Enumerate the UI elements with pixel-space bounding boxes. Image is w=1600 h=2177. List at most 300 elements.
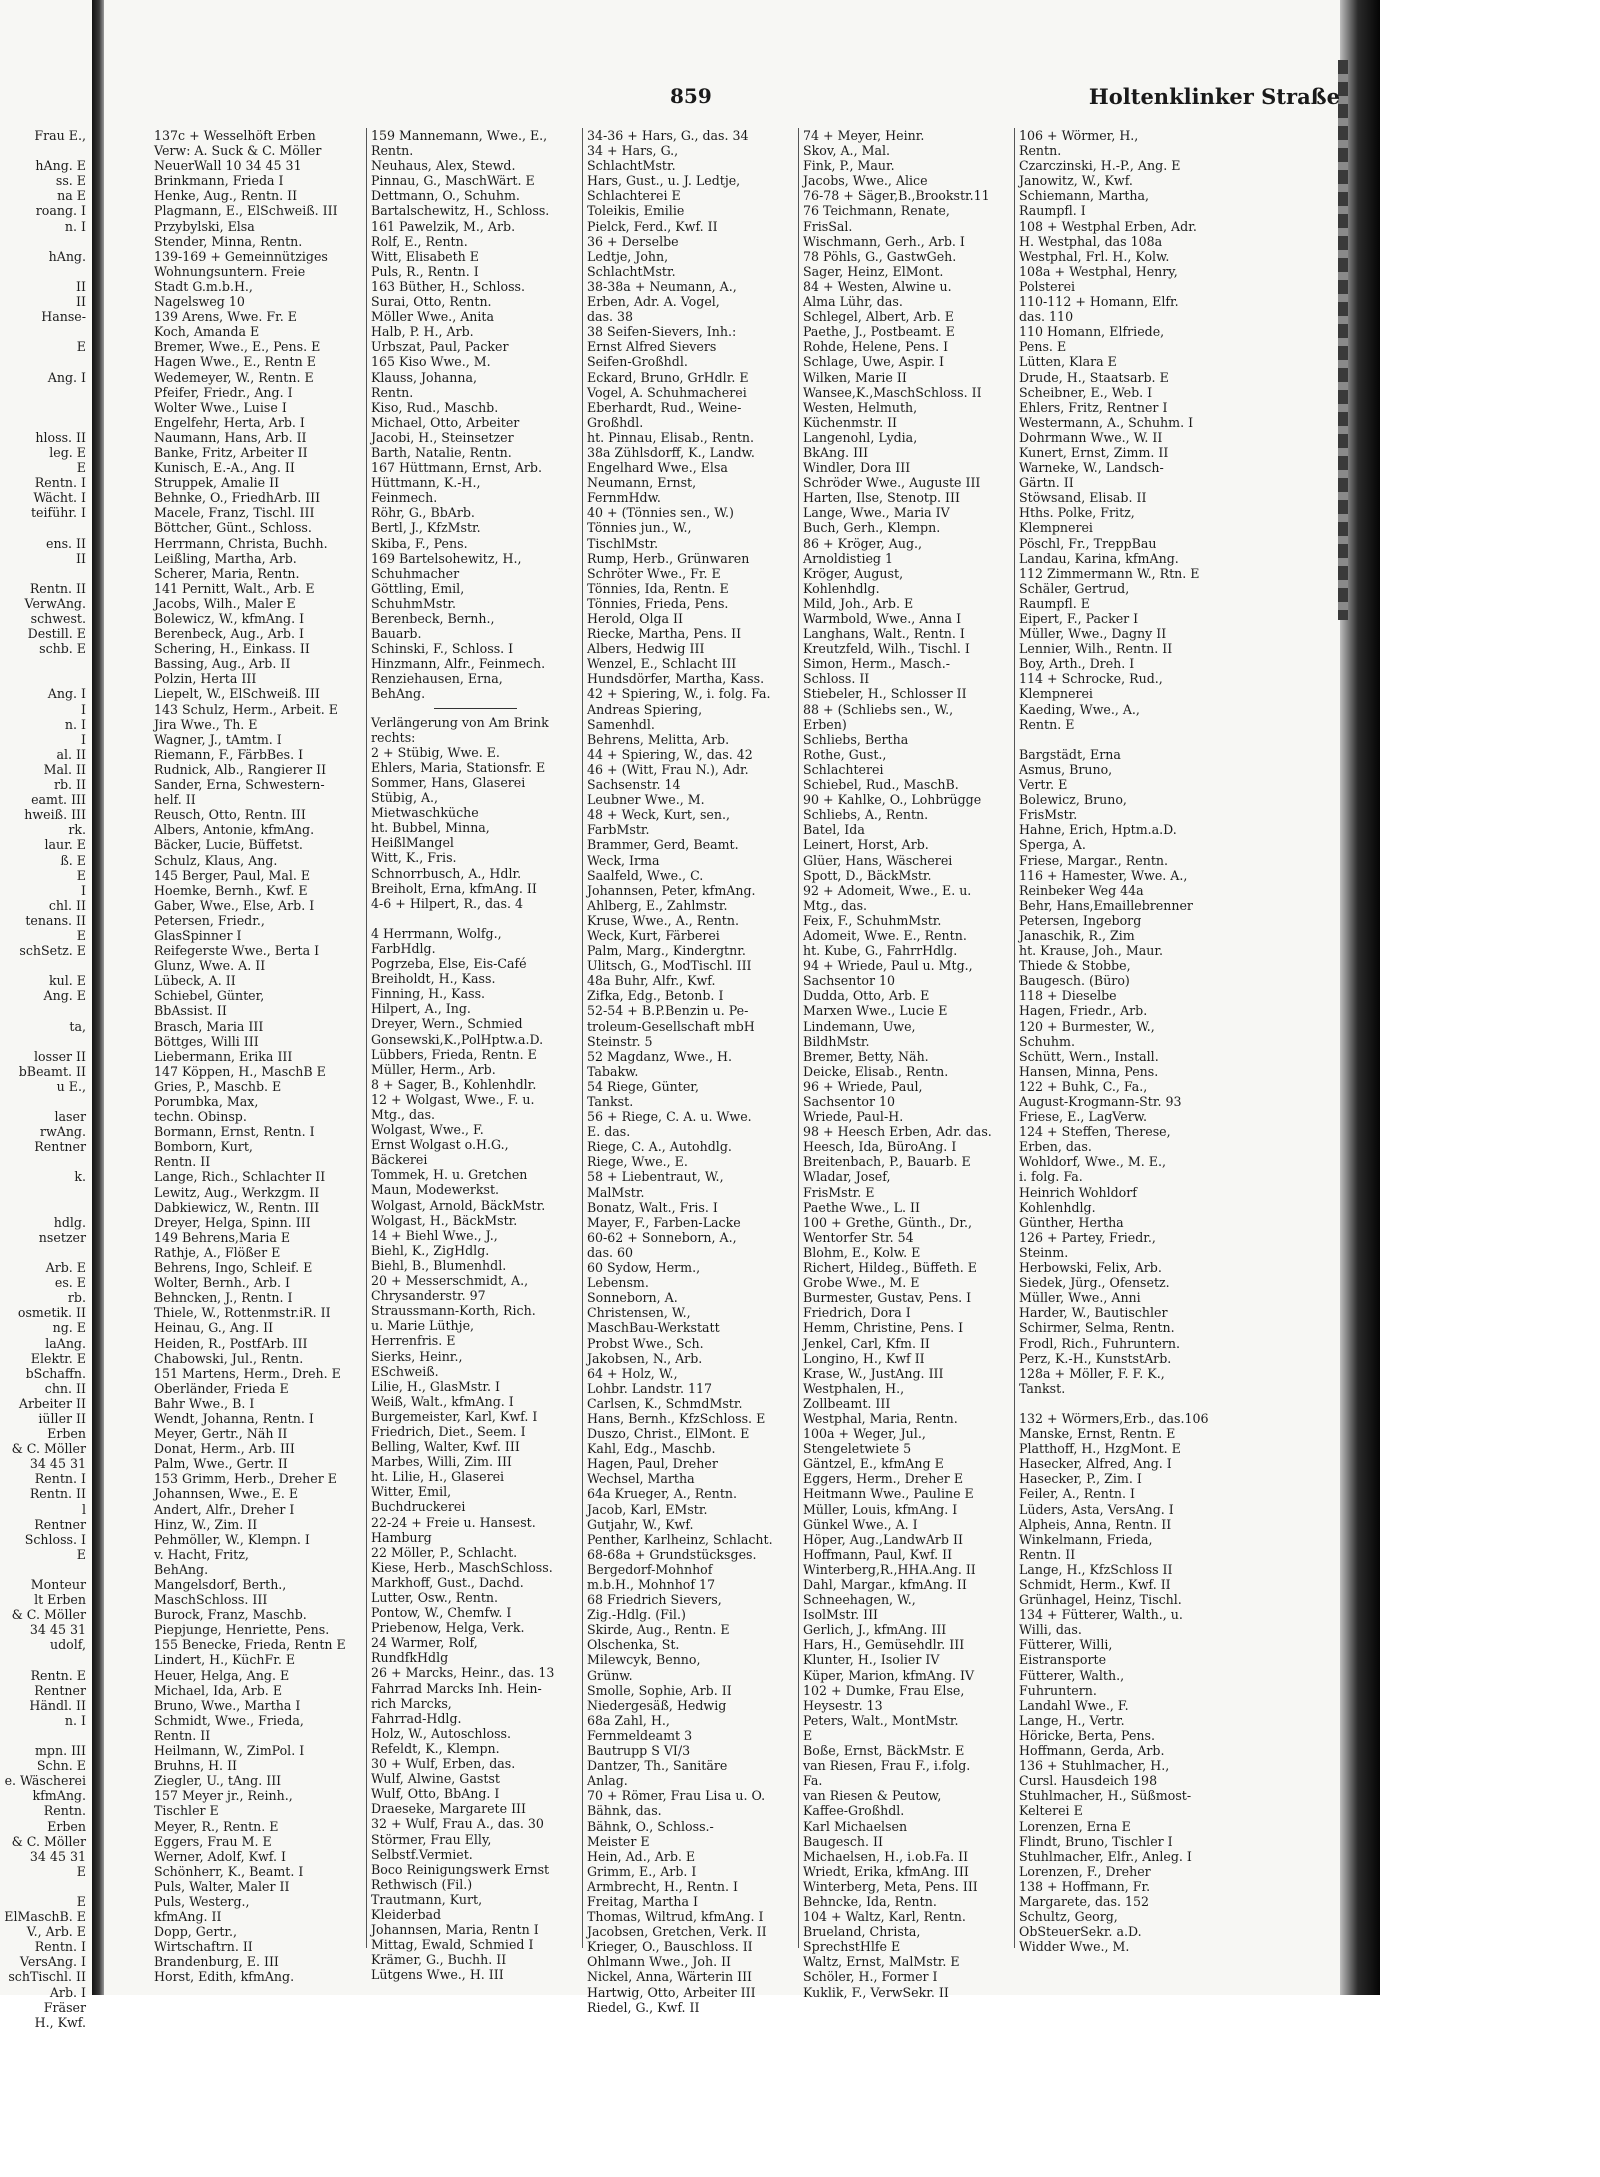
directory-entry-line: Behncke, Ida, Rentn. — [803, 1893, 937, 1909]
directory-entry-line: 42 + Spiering, W., i. folg. Fa. — [587, 686, 771, 702]
directory-entry-line: Bassing, Aug., Arb. II — [154, 656, 291, 672]
directory-entry-line: tenans. II — [25, 912, 86, 928]
directory-entry-line: Marbes, Willi, Zim. III — [371, 1454, 512, 1470]
directory-entry-line: Winterberg,R.,HHA.Ang. II — [803, 1561, 976, 1577]
directory-entry-line: 161 Pawelzik, M., Arb. — [371, 218, 516, 234]
directory-entry-line: Tönnies, Ida, Rentn. E — [587, 580, 729, 596]
directory-entry-line: 54 Riege, Günter, — [587, 1078, 699, 1094]
directory-entry-line: Wentorfer Str. 54 — [803, 1229, 914, 1245]
directory-entry-line: Urbszat, Paul, Packer — [371, 339, 509, 355]
directory-entry-line: 8 + Sager, B., Kohlenhdlr. — [371, 1076, 537, 1092]
page-number: 859 — [670, 84, 712, 108]
directory-entry-line: 36 + Derselbe — [587, 233, 679, 249]
directory-entry-line: Fütterer, Walth., — [1019, 1667, 1125, 1683]
directory-entry-line: Simon, Herm., Masch.- — [803, 656, 950, 672]
directory-entry-line: Behncken, J., Rentn. I — [154, 1290, 293, 1306]
directory-entry-line: 20 + Messerschmidt, A., — [371, 1273, 529, 1289]
directory-entry-line: Behnke, O., FriedhArb. III — [154, 490, 321, 506]
directory-entry-line: Heinau, G., Ang. II — [154, 1320, 274, 1336]
directory-entry-line: 26 + Marcks, Heinr., das. 13 — [371, 1665, 555, 1681]
directory-entry-line: Rolf, E., Rentn. — [371, 233, 468, 249]
directory-entry-line: MaschBau-Werkstatt — [587, 1320, 720, 1336]
directory-entry-line: Surai, Otto, Rentn. — [371, 294, 492, 310]
directory-entry-line: rwAng. — [39, 1124, 86, 1140]
directory-entry-line: Jakobsen, N., Arb. — [587, 1350, 703, 1366]
directory-entry-line: Schiebel, Günter, — [154, 988, 265, 1004]
directory-entry-line: Jacobsen, Gretchen, Verk. II — [587, 1924, 767, 1940]
directory-entry-line: Mayer, F., Farben-Lacke — [587, 1214, 741, 1230]
directory-entry-line: FrisMstr. E — [803, 1184, 875, 1200]
directory-entry-line: Brasch, Maria III — [154, 1018, 264, 1034]
directory-entry-line: Rentn. E — [1019, 716, 1075, 732]
directory-entry-line: Albers, Antonie, kfmAng. — [154, 822, 315, 838]
directory-entry-line: Schloss. I — [24, 1531, 86, 1547]
directory-entry-line: 143 Schulz, Herm., Arbeit. E — [154, 701, 338, 717]
directory-entry-line: ng. E — [52, 1320, 86, 1336]
directory-entry-line: Eggers, Frau M. E — [154, 1833, 272, 1849]
directory-entry-line: ht. Krause, Joh., Maur. — [1019, 943, 1164, 959]
directory-entry-line: E — [76, 1863, 86, 1879]
directory-entry-line: August-Krogmann-Str. 93 — [1019, 1094, 1182, 1109]
directory-entry-line: Seifen-Großhdl. — [587, 354, 688, 370]
directory-entry-line: BkAng. III — [803, 444, 869, 460]
directory-entry-line: Wolgast, Arnold, BäckMstr. — [371, 1197, 546, 1213]
directory-entry-line: Fahrrad Marcks Inh. Hein- — [371, 1680, 542, 1696]
directory-entry-line: Tommek, H. u. Gretchen — [371, 1167, 528, 1183]
directory-entry-line: Wriede, Paul-H. — [803, 1109, 904, 1125]
directory-entry-line: SchuhmMstr. — [371, 595, 457, 611]
directory-entry-line: 92 + Adomeit, Wwe., E. u. — [803, 882, 972, 898]
directory-entry-line: Lennier, Wilh., Rentn. II — [1019, 641, 1173, 657]
directory-entry-line: Renziehausen, Erna, — [371, 671, 503, 687]
directory-entry-line: Berenbeck, Bernh., — [371, 611, 495, 626]
directory-entry-line: Marxen Wwe., Lucie E — [803, 1003, 948, 1019]
directory-entry-line: Kohlenhdlg. — [803, 580, 880, 596]
directory-entry-line: Baugesch. (Büro) — [1019, 973, 1130, 989]
directory-entry-line: Puls, Walter, Maler II — [154, 1878, 290, 1894]
directory-entry-line: Tönnies, Frieda, Pens. — [587, 595, 729, 611]
directory-entry-line: Schinski, F., Schloss. I — [371, 641, 514, 657]
directory-entry-line: Arb. E — [45, 1260, 86, 1276]
directory-entry-line: Hars, H., Gemüsehdlr. III — [803, 1637, 965, 1653]
directory-entry-line: Hüttmann, K.-H., — [371, 475, 481, 491]
directory-entry-line: Finning, H., Kass. — [371, 986, 486, 1002]
directory-entry-line: Rentn. II — [29, 1486, 86, 1502]
directory-entry-line: Heuer, Helga, Ang. E — [154, 1667, 290, 1683]
directory-entry-line: Skirde, Aug., Rentn. E — [587, 1622, 730, 1638]
directory-entry-line: Pöschl, Fr., TreppBau — [1019, 535, 1157, 551]
directory-entry-line: Michael, Ida, Arb. E — [154, 1682, 283, 1698]
directory-entry-line: Hths. Polke, Fritz, — [1019, 505, 1135, 521]
directory-entry-line: Verlängerung von Am Brink — [371, 714, 549, 730]
directory-entry-line: Riege, C. A., Autohdlg. — [587, 1139, 732, 1155]
directory-entry-line: Engelfehr, Herta, Arb. I — [154, 414, 305, 430]
directory-entry-line: Biehl, B., Blumenhdl. — [371, 1257, 507, 1273]
directory-entry-line: Bremer, Betty, Näh. — [803, 1048, 929, 1064]
directory-entry-line: Stender, Minna, Rentn. — [154, 233, 303, 249]
directory-entry-line: Markhoff, Gust., Dachd. — [371, 1574, 524, 1590]
directory-entry-line: Frodl, Rich., Fuhruntern. — [1019, 1335, 1180, 1351]
directory-entry-line: Weck, Kurt, Färberei — [587, 927, 720, 943]
directory-entry-line: Dabkiewicz, W., Rentn. III — [154, 1199, 320, 1215]
directory-entry-line: das. 38 — [587, 309, 634, 325]
directory-entry-line: Bolewicz, W., kfmAng. I — [154, 611, 305, 626]
directory-entry-line: osmetik. II — [17, 1305, 86, 1321]
directory-entry-line: Rentner — [34, 1139, 86, 1155]
directory-entry-line: Willi, das. — [1019, 1622, 1082, 1638]
directory-entry-line: Höricke, Berta, Pens. — [1019, 1727, 1155, 1743]
directory-entry-line: Herbowski, Felix, Arb. — [1019, 1260, 1162, 1276]
directory-entry-line: Spott, D., BäckMstr. — [803, 867, 932, 883]
directory-entry-line: 46 + (Witt, Frau N.), Adr. — [587, 761, 749, 777]
directory-entry-line: 84 + Westen, Alwine u. — [803, 278, 952, 294]
directory-entry-line: 14 + Biehl Wwe., J., — [371, 1227, 498, 1243]
directory-entry-line — [0, 1200, 88, 1215]
directory-entry-line: lt Erben — [34, 1592, 86, 1608]
directory-entry-line: 167 Hüttmann, Ernst, Arb. — [371, 460, 542, 476]
directory-entry-line: IsolMstr. III — [803, 1607, 879, 1623]
directory-entry-line: Kahl, Edg., Maschb. — [587, 1441, 716, 1457]
directory-entry-line: Engelhard Wwe., Elsa — [587, 460, 728, 476]
directory-entry-line: Kelterei E — [1019, 1803, 1083, 1819]
directory-entry-line: Riecke, Martha, Pens. II — [587, 626, 742, 642]
directory-entry-line: Lüders, Asta, VersAng. I — [1019, 1501, 1174, 1517]
directory-entry-line: Harten, Ilse, Stenotp. III — [803, 490, 960, 506]
directory-entry-line: Thomas, Wiltrud, kfmAng. I — [587, 1909, 764, 1925]
directory-entry-line: Bormann, Ernst, Rentn. I — [154, 1124, 315, 1140]
directory-entry-line: Jenkel, Carl, Kfm. II — [803, 1335, 930, 1351]
directory-entry-line: e. Wäscherei — [4, 1773, 86, 1789]
directory-entry-line: Heinrich Wohldorf — [1019, 1184, 1137, 1200]
directory-entry-line: Feix, F., SchuhmMstr. — [803, 912, 942, 928]
directory-entry-line: Sander, Erna, Schwestern- — [154, 777, 325, 793]
directory-entry-line: Klempnerei — [1019, 686, 1093, 702]
directory-entry-line: Schönherr, K., Beamt. I — [154, 1863, 304, 1879]
directory-entry-line: Selbstf.Vermiet. — [371, 1846, 473, 1862]
directory-entry-line: BbAssist. II — [154, 1003, 227, 1019]
directory-entry-line: 147 Köppen, H., MaschB E — [154, 1063, 326, 1079]
directory-entry-line: 44 + Spiering, W., das. 42 — [587, 746, 753, 762]
directory-entry-line: bSchaffn. — [25, 1365, 86, 1381]
directory-entry-line: Jacob, Karl, EMstr. — [587, 1501, 708, 1517]
directory-entry-line: Leinert, Horst, Arb. — [803, 837, 929, 853]
directory-entry-line: Mtg., das. — [371, 1107, 436, 1122]
directory-entry-line: ht. Pinnau, Elisab., Rentn. — [587, 429, 755, 445]
directory-entry-line: Asmus, Bruno, — [1019, 761, 1113, 777]
directory-entry-line: Bonatz, Walt., Fris. I — [587, 1199, 718, 1215]
thumb-index-tabs — [1338, 60, 1348, 620]
directory-entry-line: Landau, Karina, kfmAng. — [1019, 550, 1179, 566]
directory-entry-line: 102 + Dumke, Frau Else, — [803, 1682, 965, 1698]
directory-entry-line: hweiß. III — [24, 807, 86, 823]
directory-entry-line: Ang. I — [47, 686, 86, 702]
directory-entry-line: Ehlers, Fritz, Rentner I — [1019, 399, 1168, 415]
directory-entry-line: 112 Zimmermann W., Rtn. E — [1019, 565, 1200, 581]
directory-entry-line: Bauarb. — [371, 626, 422, 642]
directory-entry-line: Tönnies jun., W., — [587, 520, 692, 536]
directory-entry-line: Westphal, Maria, Rentn. — [803, 1410, 958, 1426]
directory-entry-line: Duszo, Christ., ElMont. E — [587, 1426, 750, 1442]
directory-entry-line: Krase, W., JustAng. III — [803, 1365, 944, 1381]
directory-entry-line: Lohbr. Landstr. 117 — [587, 1380, 713, 1396]
directory-entry-line: Tankst. — [587, 1094, 634, 1109]
directory-entry-line: Langenohl, Lydia, — [803, 429, 918, 445]
directory-entry-line: Dreyer, Helga, Spinn. III — [154, 1214, 311, 1230]
directory-entry-line: Blohm, E., Kolw. E — [803, 1244, 921, 1260]
directory-entry-line — [0, 1094, 88, 1109]
directory-entry-line: Hartwig, Otto, Arbeiter III — [587, 1984, 756, 2000]
directory-entry-line: Brinkmann, Frieda I — [154, 173, 284, 189]
directory-entry-line: Westen, Helmuth, — [803, 399, 918, 415]
directory-entry-line: 114 + Schrocke, Rud., — [1019, 671, 1163, 687]
directory-entry-line: Brandenburg, E. III — [154, 1954, 279, 1970]
directory-entry-line: Manske, Ernst, Rentn. E — [1019, 1426, 1176, 1442]
directory-entry-line: Tabakw. — [587, 1063, 639, 1079]
directory-entry-line: Bomborn, Kurt, — [154, 1139, 253, 1155]
directory-entry-line: Westphal, Frl. H., Kolw. — [1019, 248, 1170, 264]
directory-entry-line: Brammer, Gerd, Beamt. — [587, 837, 739, 853]
directory-entry-line: Rentn. — [371, 143, 414, 159]
directory-entry-line: Weiß, Walt., kfmAng. I — [371, 1393, 514, 1409]
directory-entry-line: E — [76, 339, 86, 355]
directory-entry-line: kfmAng. — [32, 1788, 86, 1804]
directory-entry-line: Hagen, Paul, Dreher — [587, 1456, 718, 1472]
directory-entry-line: 126 + Partey, Friedr., — [1019, 1229, 1156, 1245]
directory-entry-line: ht. Bubbel, Minna, — [371, 820, 490, 836]
directory-entry-line: Grimm, E., Arb. I — [587, 1863, 697, 1879]
directory-entry-line: Saalfeld, Wwe., C. — [587, 867, 704, 883]
directory-entry-line: BehAng. — [154, 1561, 209, 1577]
directory-entry-line: Störmer, Frau Elly, — [371, 1831, 492, 1847]
directory-entry-line: Liepelt, W., ElSchweiß. III — [154, 686, 320, 702]
directory-entry-line: Günther, Hertha — [1019, 1214, 1124, 1230]
directory-entry-line: Rudnick, Alb., Rangierer II — [154, 761, 327, 777]
address-column-5 — [1014, 128, 1240, 1955]
directory-entry-line: Bargstädt, Erna — [1019, 746, 1121, 762]
address-column-4 — [798, 128, 1012, 2000]
directory-entry-line: Toleikis, Emilie — [587, 203, 685, 219]
directory-entry-line: ObSteuerSekr. a.D. — [1019, 1924, 1142, 1940]
directory-entry-line: rich Marcks, — [371, 1695, 452, 1711]
directory-entry-line: Ziegler, U., tAng. III — [154, 1773, 282, 1789]
directory-entry-line: Lange, Wwe., Maria IV — [803, 505, 950, 521]
directory-entry-line: Olschenka, St. — [587, 1637, 680, 1653]
directory-entry-line: Brueland, Christa, — [803, 1924, 921, 1940]
directory-entry-line: Schmidt, Wwe., Frieda, — [154, 1712, 304, 1728]
directory-entry-line: Bruhns, H. II — [154, 1758, 238, 1774]
directory-entry-line: hAng. E — [35, 158, 86, 174]
directory-entry-line: Stuhlmacher, H., Süßmost- — [1019, 1788, 1192, 1804]
directory-entry-line: & C. Möller — [11, 1833, 86, 1849]
directory-entry-line: 76 Teichmann, Renate, — [803, 203, 950, 219]
directory-entry-line: 32 + Wulf, Frau A., das. 30 — [371, 1816, 544, 1832]
directory-entry-line: Wolgast, Wwe., F. — [371, 1122, 484, 1138]
directory-entry-line: Henke, Aug., Rentn. II — [154, 188, 298, 204]
directory-entry-line: 22-24 + Freie u. Hansest. — [371, 1514, 536, 1530]
directory-entry-line: Rothe, Gust., — [803, 746, 887, 762]
directory-entry-line: teiführ. I — [30, 505, 86, 521]
directory-entry-line — [0, 385, 88, 400]
directory-entry-line: Baugesch. II — [803, 1833, 883, 1849]
directory-entry-line: Ang. I — [47, 369, 86, 385]
directory-entry-line: Milewcyk, Benno, — [587, 1652, 701, 1668]
directory-entry-line: Kreutzfeld, Wilh., Tischl. I — [803, 641, 970, 657]
directory-entry-line — [0, 1034, 88, 1049]
directory-entry-line: Mild, Joh., Arb. E — [803, 595, 914, 611]
directory-entry-line: Schliebs, A., Rentn. — [803, 807, 929, 823]
directory-entry-line: Schuhm. — [1019, 1033, 1075, 1049]
directory-entry-line: Polsterei — [1019, 278, 1076, 294]
directory-entry-line: Hinz, W., Zim. II — [154, 1516, 258, 1532]
directory-entry-line: Kuklik, F., VerwSekr. II — [803, 1984, 949, 2000]
directory-entry-line: n. I — [64, 218, 86, 234]
directory-entry-line: Michaelsen, H., i.ob.Fa. II — [803, 1848, 969, 1864]
directory-entry-line: Wischmann, Gerh., Arb. I — [803, 233, 965, 249]
directory-entry-line: FarbHdlg. — [371, 940, 436, 956]
directory-entry-line — [1019, 732, 1240, 747]
directory-entry-line: Fernmeldeamt 3 — [587, 1727, 693, 1743]
directory-entry-line — [1019, 1396, 1240, 1411]
directory-entry-line: Bäcker, Lucie, Büffetst. — [154, 837, 303, 853]
directory-entry-line: Friedrich, Diet., Seem. I — [371, 1423, 526, 1439]
directory-entry-line: Reifegerste Wwe., Berta I — [154, 943, 320, 959]
directory-entry-line: I — [81, 882, 86, 898]
directory-entry-line: Struppek, Amalie II — [154, 475, 280, 491]
address-column-3 — [582, 128, 796, 2015]
directory-entry-line: Göttling, Emil, — [371, 580, 465, 596]
directory-entry-line: Banke, Fritz, Arbeiter II — [154, 444, 308, 460]
directory-entry-line: Petersen, Ingeborg — [1019, 912, 1142, 928]
directory-entry-line: 157 Meyer jr., Reinh., — [154, 1788, 293, 1804]
directory-entry-line: Holz, W., Autoschloss. — [371, 1725, 511, 1741]
directory-entry-line: Weck, Irma — [587, 852, 660, 868]
directory-entry-line: Paethe, J., Postbeamt. E — [803, 324, 955, 340]
directory-entry-line: Eipert, F., Packer I — [1019, 611, 1139, 626]
directory-entry-line: Schöler, H., Former I — [803, 1969, 938, 1985]
directory-entry-line: 128a + Möller, F. F. K., — [1019, 1365, 1165, 1381]
directory-entry-line: Hoemke, Bernh., Kwf. E — [154, 882, 308, 898]
directory-entry-line: Kunert, Ernst, Zimm. II — [1019, 444, 1169, 460]
directory-entry-line: Riedel, G., Kwf. II — [587, 1999, 700, 2015]
directory-entry-line: Palm, Wwe., Gertr. II — [154, 1456, 288, 1472]
directory-entry-line: Wriedt, Erika, kfmAng. III — [803, 1863, 969, 1879]
directory-entry-line: BehAng. — [371, 686, 426, 702]
directory-entry-line: & C. Möller — [11, 1607, 86, 1623]
directory-entry-line: 38-38a + Neumann, A., — [587, 278, 737, 294]
directory-entry-line: Lütgens Wwe., H. III — [371, 1967, 504, 1983]
directory-entry-line: Sager, Heinz, ElMont. — [803, 263, 944, 279]
directory-entry-line: Sonneborn, A. — [587, 1290, 678, 1306]
directory-entry-line: Burmester, Gustav, Pens. I — [803, 1290, 972, 1306]
directory-entry-line: Chrysanderstr. 97 — [371, 1288, 486, 1304]
directory-entry-line: Pogrzeba, Else, Eis-Café — [371, 956, 527, 972]
directory-entry-line: Feinmech. — [371, 490, 438, 506]
directory-entry-line: Wagner, J., tAmtm. I — [154, 731, 282, 747]
directory-entry-line: 34 45 31 — [29, 1622, 86, 1638]
directory-entry-line: Jacobs, Wilh., Maler E — [154, 595, 296, 611]
directory-entry-line: V., Arb. E — [26, 1924, 86, 1940]
directory-entry-line: 76-78 + Säger,B.,Brookstr.11 — [803, 188, 990, 204]
directory-entry-line: Puls, R., Rentn. I — [371, 263, 479, 279]
directory-entry-line: E — [76, 1546, 86, 1562]
directory-entry-line: Bäckerei — [371, 1152, 428, 1168]
directory-entry-line: Rentn. II — [154, 1154, 211, 1170]
directory-entry-line: Erben — [47, 1426, 86, 1442]
directory-entry-line: Warneke, W., Landsch- — [1019, 460, 1164, 476]
directory-entry-line: na E — [57, 188, 86, 204]
directory-entry-line: Glüer, Hans, Wäscherei — [803, 852, 953, 868]
directory-entry-line: 106 + Wörmer, H., — [1019, 128, 1139, 143]
directory-entry-line: Langhans, Walt., Rentn. I — [803, 626, 965, 642]
directory-entry-line: rk. — [68, 822, 86, 838]
directory-entry-line: rb. II — [53, 777, 86, 793]
directory-entry-line — [0, 143, 88, 158]
directory-entry-line: 165 Kiso Wwe., M. — [371, 354, 491, 370]
address-column-2 — [366, 128, 580, 1983]
directory-entry-line: Krämer, G., Buchh. II — [371, 1952, 507, 1968]
directory-entry-line: Schröter Wwe., Fr. E — [587, 565, 721, 581]
directory-entry-line: Thiele, W., Rottenmstr.iR. II — [154, 1305, 331, 1321]
directory-entry-line: Riege, Wwe., E. — [587, 1154, 688, 1170]
directory-entry-line: Boco Reinigungswerk Ernst — [371, 1861, 550, 1877]
directory-entry-line: Sachsenstr. 14 — [587, 777, 681, 793]
directory-entry-line: Frau E., — [34, 128, 86, 143]
directory-entry-line: 94 + Wriede, Paul u. Mtg., — [803, 958, 973, 974]
directory-entry-line: Probst Wwe., Sch. — [587, 1335, 704, 1351]
directory-entry-line: Wirtschaftrn. II — [154, 1939, 253, 1955]
directory-entry-line: Heysestr. 13 — [803, 1697, 883, 1713]
directory-entry-line: Rentn. — [371, 384, 414, 400]
directory-entry-line: laAng. — [45, 1335, 86, 1351]
directory-entry-line: ß. E — [60, 852, 86, 868]
directory-entry-line: Bruno, Wwe., Martha I — [154, 1697, 301, 1713]
directory-entry-line: Waltz, Ernst, MalMstr. E — [803, 1954, 960, 1970]
directory-entry-line: SchlachtMstr. — [587, 263, 676, 279]
directory-entry-line: Nickel, Anna, Wärterin III — [587, 1969, 753, 1985]
directory-entry-line: Platthoff, H., HzgMont. E — [1019, 1441, 1181, 1457]
directory-entry-line: Mangelsdorf, Berth., — [154, 1577, 287, 1592]
directory-entry-line: FrisMstr. — [1019, 807, 1078, 823]
directory-entry-line: Müller, Wwe., Anni — [1019, 1290, 1141, 1306]
directory-entry-line: van Riesen, Frau F., i.folg. — [803, 1758, 971, 1774]
directory-entry-line: Schröder Wwe., Auguste III — [803, 475, 981, 491]
directory-entry-line: Erben, das. — [1019, 1139, 1092, 1155]
directory-entry-line: 100a + Weger, Jul., — [803, 1426, 926, 1442]
directory-entry-line: Wulf, Alwine, Gastst — [371, 1771, 500, 1787]
directory-entry-line: Schneehagen, W., — [803, 1592, 916, 1608]
directory-entry-line: Barth, Natalie, Rentn. — [371, 444, 512, 460]
directory-entry-line: Witter, Emil, — [371, 1484, 452, 1500]
directory-entry-line: BildhMstr. — [803, 1033, 870, 1049]
page-header — [150, 84, 1340, 114]
directory-entry-line: 56 + Riege, C. A. u. Wwe. — [587, 1109, 752, 1125]
directory-entry-line: Herrmann, Christa, Buchh. — [154, 535, 328, 551]
directory-entry-line: Siedek, Jürg., Ofensetz. — [1019, 1275, 1170, 1291]
directory-entry-line: Lutter, Osw., Rentn. — [371, 1590, 498, 1605]
directory-entry-line: Sachsentor 10 — [803, 973, 896, 989]
directory-entry-line: Müller, Louis, kfmAng. I — [803, 1501, 958, 1517]
directory-entry-line: n. I — [64, 716, 86, 732]
directory-entry-line: das. 110 — [1019, 309, 1074, 325]
directory-entry-line — [0, 1154, 88, 1169]
directory-entry-line: Sierks, Heinr., — [371, 1348, 463, 1364]
directory-entry-line: Gaber, Wwe., Else, Arb. I — [154, 897, 315, 913]
directory-entry-line: Hagen, Friedr., Arb. — [1019, 1003, 1148, 1019]
directory-entry-line: 138 + Hoffmann, Fr. — [1019, 1878, 1151, 1894]
directory-entry-line: k. — [74, 1169, 86, 1185]
directory-entry-line: Dopp, Gertr., — [154, 1924, 238, 1940]
directory-entry-line: Zig.-Hdlg. (Fil.) — [587, 1607, 686, 1623]
